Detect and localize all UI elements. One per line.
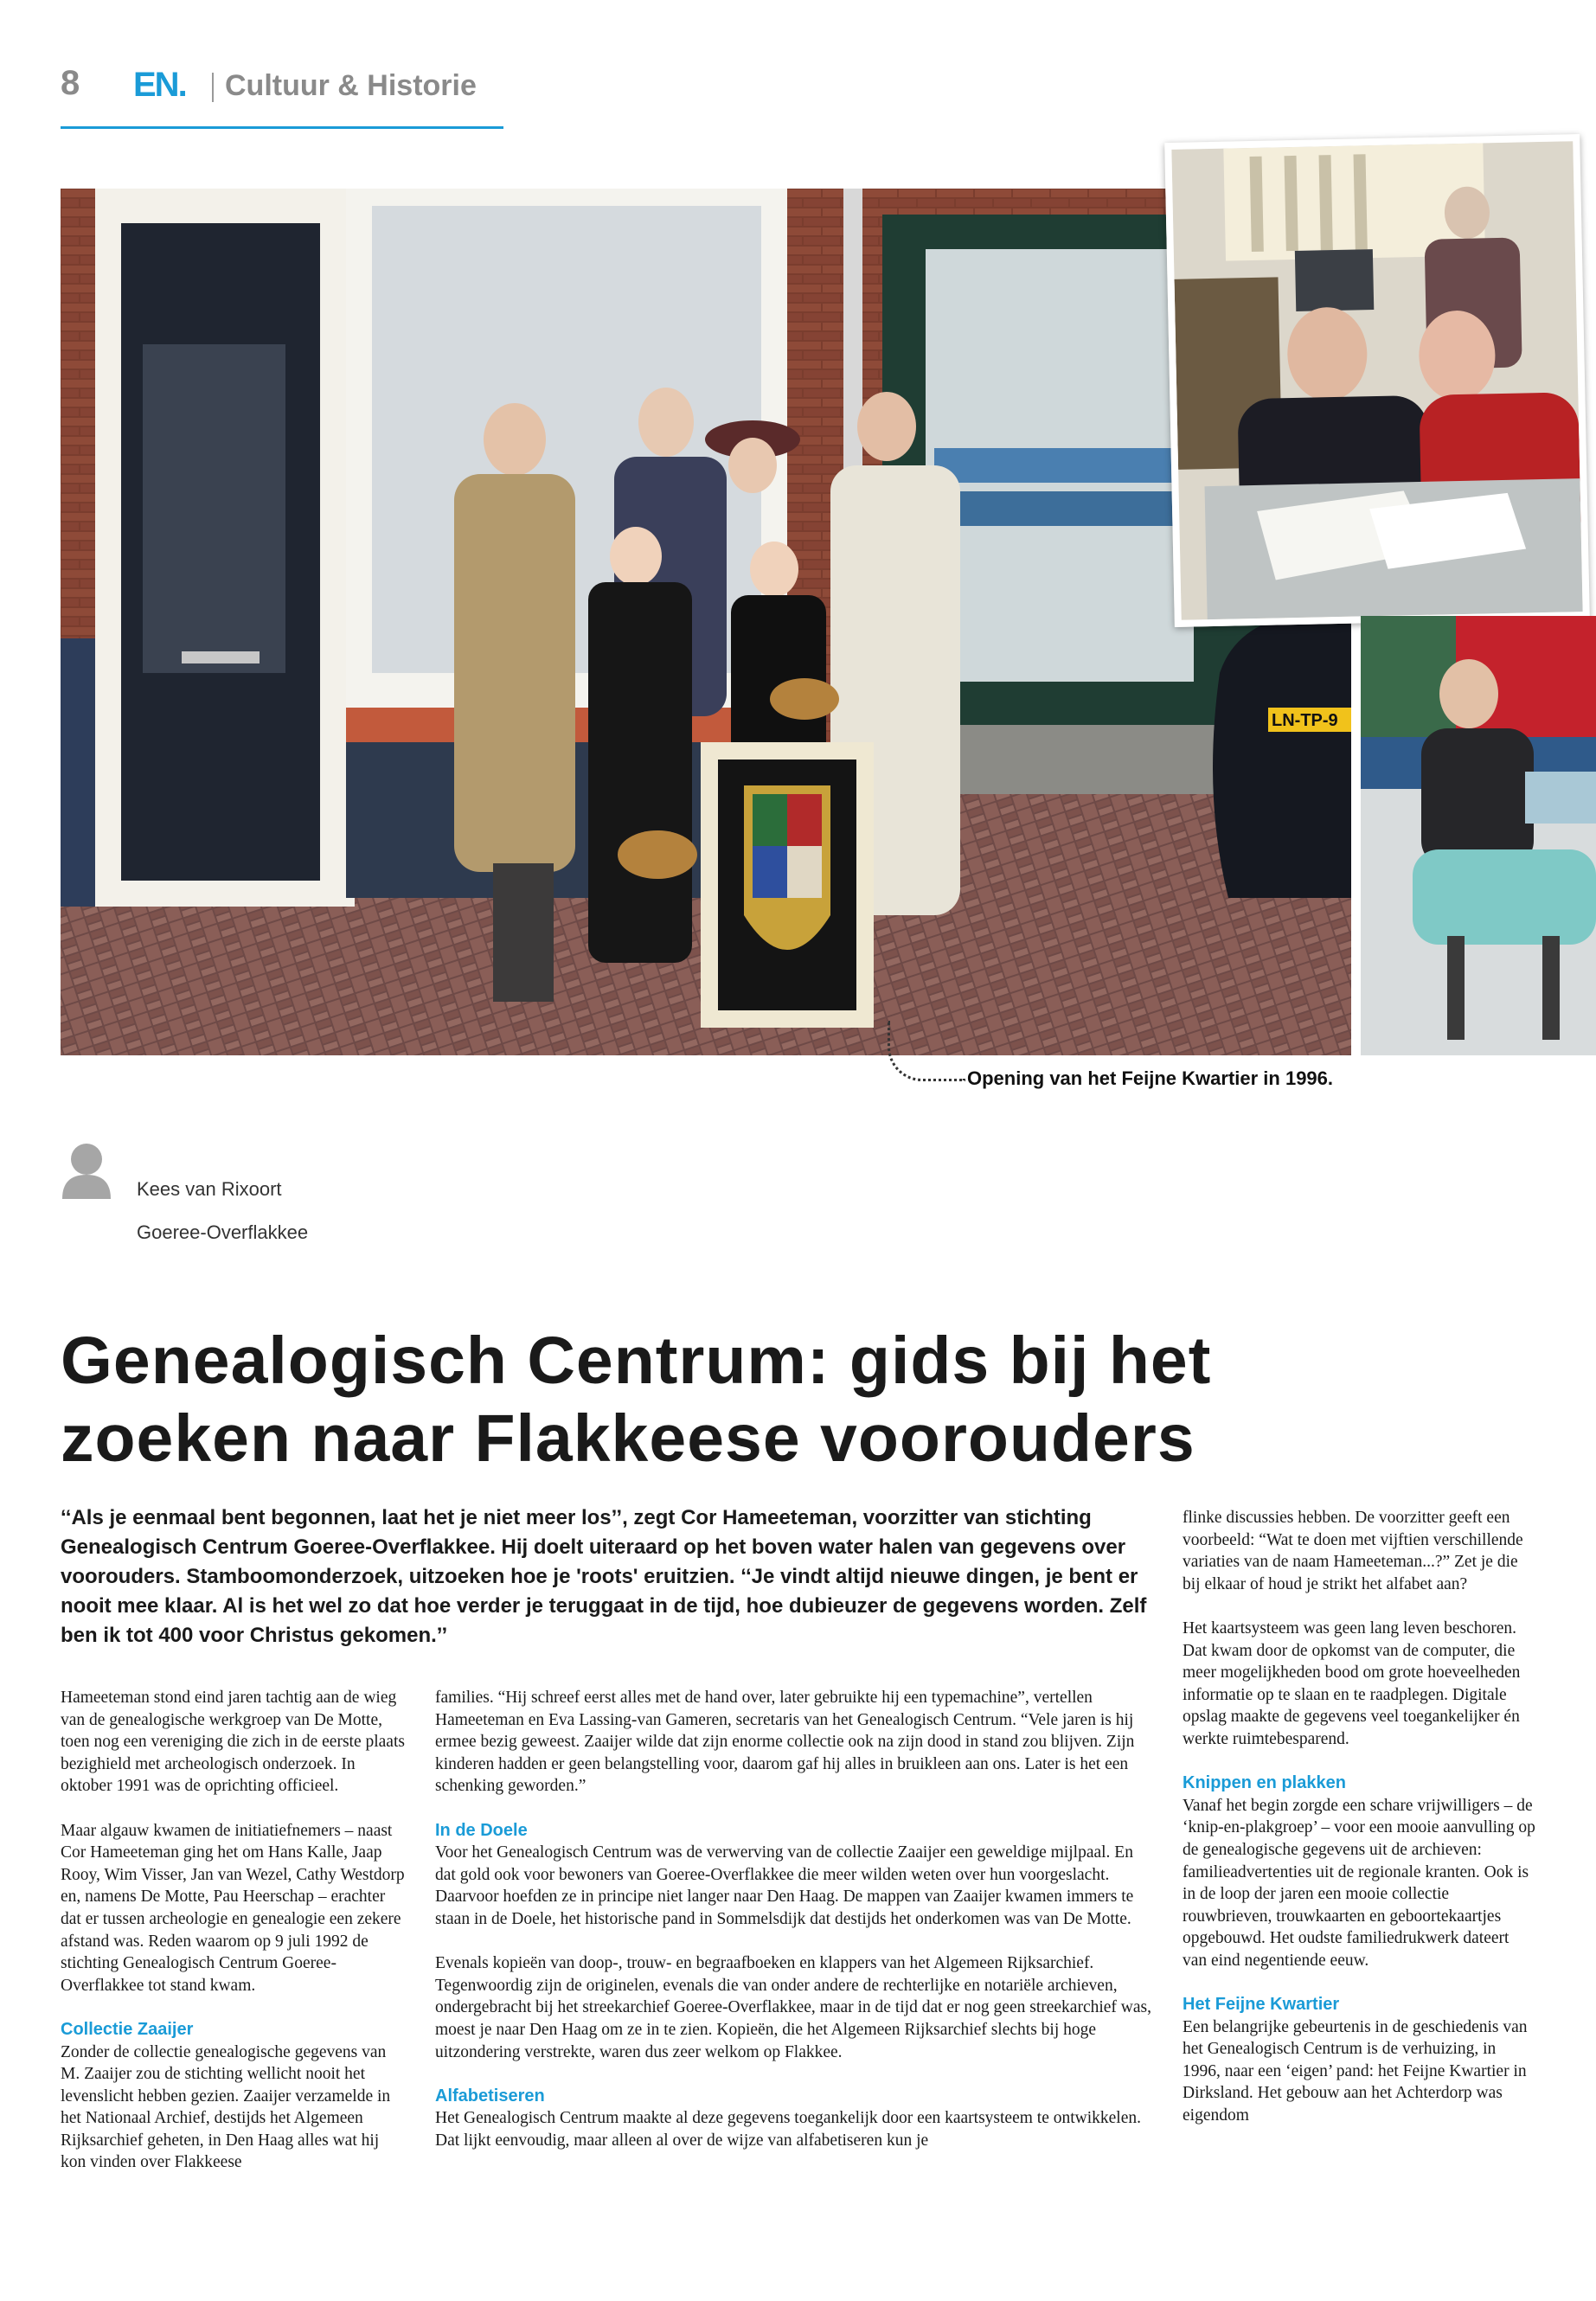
page-header xyxy=(61,61,503,130)
header-separator xyxy=(212,73,214,102)
section-title: Cultuur & Historie xyxy=(225,69,477,102)
paragraph: Maar algauw kwamen de initiatiefnemers – naast Cor Hameeteman ging het om Hans Kalle, Jaap Rooy, Wim Visser, Jan van Wezel, Cathy Westdorp en, namens De Motte, Pau Heerschap – erachter dat er tussen archeologie en genealogie een zekere afstand was. Reden waarom op 9 juli 1992 de stichting Genealogisch Centrum Goeree-Overflakkee tot stand kwam. xyxy=(61,1821,405,1995)
paragraph: Een belangrijke gebeurtenis in de geschiedenis van het Genealogisch Centrum is de verhuizing, in 1996, naar een ‘eigen’ pand: het Feijne Kwartier in Dirksland. Het gebouw aan het Achterdorp was eigendom xyxy=(1183,2017,1528,2125)
headline-line-2: zoeken naar Flakkeese voorouders xyxy=(61,1401,1195,1476)
car-license-plate: LN-TP-9 xyxy=(1272,711,1338,730)
photo-caption: Opening van het Feijne Kwartier in 1996. xyxy=(967,1067,1334,1089)
article-intro: ‘‘Als je eenmaal bent begonnen, laat het je niet meer los’’, zegt Cor Hameeteman, voorzitter van stichting Genealogisch Centrum Goeree-Overflakkee. Hij doelt uiteraard op het boven water halen van gegevens over voorouders. Stamboomonderzoek, uitzoeken hoe je 'roots' eruitzien. ‘‘Je vindt altijd nieuwe dingen, je bent er nooit mee klaar. Al is het wel zo dat hoe verder je teruggaat in de tijd, hoe dubieuzer de gegevens worden. Zelf ben ik tot 400 voor Christus gekomen.’’ xyxy=(61,1506,1147,1647)
subheading-knippen-en-plakken: Knippen en plakken xyxy=(1183,1773,1346,1793)
header-rule xyxy=(61,126,503,129)
article-headline xyxy=(61,1322,1358,1477)
caption-leader-line xyxy=(888,1021,965,1081)
paragraph: flinke discussies hebben. De voorzitter geeft een voorbeeld: “Wat te doen met vijftien verschillende variaties van de naam Hameeteman...?” Zet je die bij elkaar of houd je strikt het alfabet aan? xyxy=(1183,1509,1523,1593)
article-column-1 xyxy=(61,1687,407,2174)
inset-photo-desk xyxy=(1164,134,1590,627)
subheading-collectie-zaaijer: Collectie Zaaijer xyxy=(61,2019,194,2039)
author-name: Kees van Rixoort xyxy=(137,1178,282,1200)
main-photo xyxy=(61,189,1351,1055)
paragraph: families. “Hij schreef eerst alles met de hand over, later gebruikte hij een typemachine”, vertellen Hameeteman en Eva Lassing-van Gameren, secretaris van het Genealogisch Centrum. “Vele jaren is hij ermee bezig geweest. Zaaijer wilde dat zijn enorme collectie ook na zijn dood in stand zou blijven. Zijn kinderen hadden er geen belangstelling voor, daarom gaf hij alles in bruikleen aan ons. Later is het een schenking geworden.” xyxy=(435,1689,1135,1796)
headline-line-1: Genealogisch Centrum: gids bij het xyxy=(61,1324,1212,1398)
paragraph: Het kaartsysteem was geen lang leven beschoren. Dat kwam door de opkomst van de computer, die meer mogelijkheden bood om grote hoeveelheden informatie op te slaan en te raadplegen. Digitale opslag maakte de gegevens veel toegankelijker én werkte ruimtebesparend. xyxy=(1183,1618,1521,1748)
article-column-3 xyxy=(1183,1507,1537,2127)
article-column-2 xyxy=(435,1687,1153,2151)
paragraph: Zonder de collectie genealogische gegevens van M. Zaaijer zou de stichting wellicht nooit het levenslicht hebben gezien. Zaaijer verzamelde in het Nationaal Archief, destijds het Algemeen Rijksarchief geheten, in Den Haag alles wat hij kon vinden over Flakkeese xyxy=(61,2042,391,2172)
subheading-in-de-doele: In de Doele xyxy=(435,1820,528,1840)
paragraph: Voor het Genealogisch Centrum was de verwerving van de collectie Zaaijer een geweldige mijlpaal. En dat gold ook voor bewoners van Goeree-Overflakkee die meer wilden weten over hun voorgeslacht. Daarvoor hoefden ze in principe niet langer naar Den Haag. De mappen van Zaaijer kwamen immers te staan in de Doele, het historische pand in Sommelsdijk dat destijds het onderkomen was van De Motte. xyxy=(435,1843,1134,1928)
subheading-alfabetiseren: Alfabetiseren xyxy=(435,2086,545,2106)
author-avatar-icon xyxy=(61,1142,112,1199)
paragraph: Het Genealogisch Centrum maakte al deze gegevens toegankelijk door een kaartsysteem te ontwikkelen. Dat lijkt eenvoudig, maar alleen al over de wijze van alfabetiseren kun je xyxy=(435,2109,1141,2150)
subheading-het-feijne-kwartier: Het Feijne Kwartier xyxy=(1183,1995,1340,2015)
inset-photo-archive xyxy=(1361,616,1596,1055)
author-region: Goeree-Overflakkee xyxy=(137,1221,309,1243)
page-number: 8 xyxy=(61,64,80,102)
paragraph: Vanaf het begin zorgde een schare vrijwilligers – de ‘knip-en-plakgroep’ – voor een mooie aanvulling op de genealogische gegevens uit de archieven: familieadvertenties uit de regionale kranten. Ook is in de loop der jaren een mooie collectie rouwbrieven, trouwkaarten en geboortekaartjes opgebouwd. Het oudste familiedrukwerk dateert van eind negentiende eeuw. xyxy=(1183,1796,1535,1970)
paragraph: Hameeteman stond eind jaren tachtig aan de wieg van de genealogische werkgroep van De Motte, toen nog een vereniging die zich in de eerste plaats bezighield met archeologisch onderzoek. In oktober 1991 was de oprichting officieel. xyxy=(61,1689,405,1796)
paragraph: Evenals kopieën van doop-, trouw- en begraafboeken en klappers van het Algemeen Rijksarchief. Tegenwoordig zijn de originelen, evenals die van onder andere de rechterlijke en notariële archieven, ondergebracht bij het streekarchief Goeree-Overflakkee, maar in de tijd dat er nog geen streekarchief was, moest je naar Den Haag om ze in te zien. Kopieën, die het Algemeen Rijksarchief slechts bij hoge uitzondering verstrekte, waren dus zeer welkom op Flakkee. xyxy=(435,1954,1151,2061)
publication-logo: EN. xyxy=(133,66,186,104)
